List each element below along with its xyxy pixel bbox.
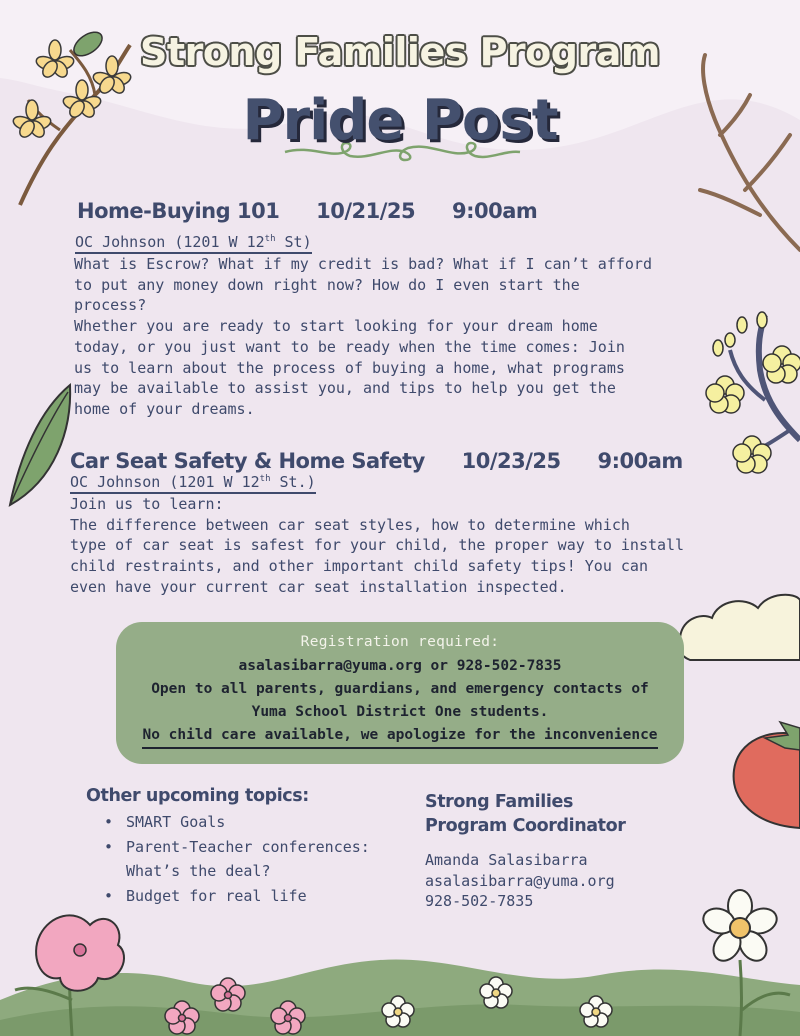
event-1-time: 9:00am (451, 199, 538, 223)
event-2-date: 10/23/25 (461, 449, 561, 473)
event-2-header (70, 449, 683, 473)
event-1-location-sup: th (264, 234, 276, 244)
registration-contact: asalasibarra@yuma.org or 928-502-7835 (238, 658, 562, 674)
leaf-icon (10, 385, 70, 505)
cloud-icon (678, 595, 800, 660)
event-2-description: Join us to learn: The difference between car seat styles, how to determine which type of car seat is safest for your child, the proper way to install child restraints, and other important child safety tips! You can even have your current car seat installation inspected. (70, 495, 685, 596)
coordinator-email: asalasibarra@yuma.org (425, 871, 615, 890)
event-1-header (77, 199, 537, 223)
registration-box (116, 622, 684, 764)
event-2-location-suffix: St.) (270, 473, 316, 491)
coordinator-heading-line1: Strong Families (425, 792, 573, 812)
list-item: • Parent-Teacher conferences: What’s the deal? (98, 835, 378, 884)
program-title: Strong Families Program (140, 30, 660, 74)
coordinator-contact (425, 850, 615, 912)
event-1-title: Home-Buying 101 (77, 199, 280, 223)
event-2-location (70, 473, 316, 494)
event-1-date: 10/21/25 (316, 199, 416, 223)
upcoming-topics-heading: Other upcoming topics: (86, 786, 309, 806)
newsletter-title: Pride Post (242, 88, 558, 153)
coordinator-heading (425, 790, 626, 838)
event-2-location-sup: th (259, 474, 271, 484)
event-1-location-text: OC Johnson (1201 W 12 (75, 233, 265, 251)
list-item: • SMART Goals (98, 810, 378, 835)
event-1-description: What is Escrow? What if my credit is bad? What if I can’t afford to put any money down right now? How do I even start the process? Whether you are ready to start looking for your dream home today, or you just want to be ready when the time comes: Join us to learn about the process of buying a home, what programs may be available to assist you, and tips to help you get the home of your dreams. (74, 255, 652, 418)
strawberry-icon (734, 722, 800, 828)
event-1-location (75, 233, 312, 254)
event-2-location-text: OC Johnson (1201 W 12 (70, 473, 260, 491)
list-item: • Budget for real life (98, 884, 378, 909)
registration-audience-line1: Open to all parents, guardians, and emergency contacts of (151, 681, 649, 697)
coordinator-name: Amanda Salasibarra (425, 851, 588, 869)
event-2-time: 9:00am (597, 449, 683, 473)
registration-label: Registration required: (300, 634, 500, 650)
event-2-title: Car Seat Safety & Home Safety (70, 449, 425, 473)
registration-audience-line2: Yuma School District One students. (251, 704, 549, 720)
childcare-note: No child care available, we apologize for the inconvenience (142, 724, 657, 749)
coordinator-heading-line2: Program Coordinator (425, 816, 626, 836)
upcoming-topics-list (98, 810, 378, 908)
coordinator-phone: 928-502-7835 (425, 892, 534, 910)
event-1-location-suffix: St) (275, 233, 312, 251)
